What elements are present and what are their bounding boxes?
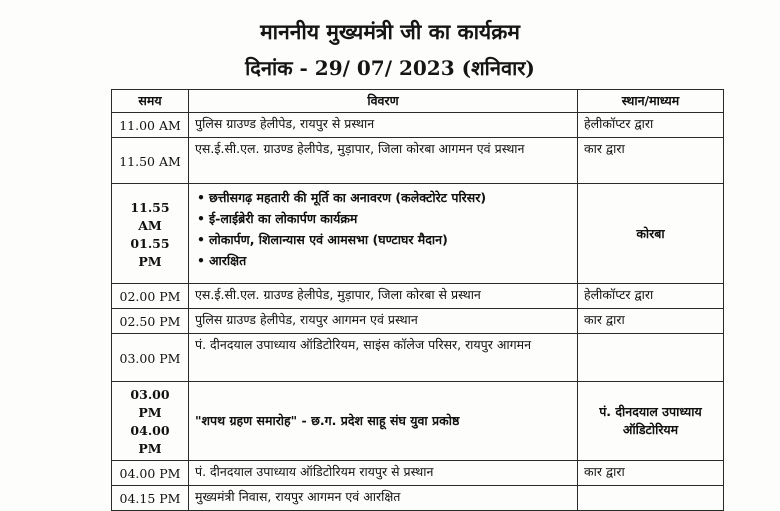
description-cell: एस.ई.सी.एल. ग्राउण्ड हेलीपेड, मुड़ापार, जिला कोरबा से प्रस्थान [189, 284, 578, 309]
time-cell: 11.50 AM [112, 138, 189, 184]
place-cell: कोरबा [578, 184, 724, 284]
table-row [112, 138, 724, 184]
list-item: • ई-लाईब्रेरी का लोकार्पण कार्यक्रम [209, 210, 571, 228]
time-cell: 04.00 PM [112, 461, 189, 486]
time-cell: 02.00 PM [112, 284, 189, 309]
time-end: 01.55 PM [130, 235, 170, 269]
time-cell: 11.00 AM [112, 113, 189, 138]
table-row [112, 461, 724, 486]
place-cell: कार द्वारा [578, 138, 724, 184]
time-cell [112, 382, 189, 461]
table-row [112, 486, 724, 511]
time-cell: 02.50 PM [112, 309, 189, 334]
table-row [112, 284, 724, 309]
time-cell: 03.00 PM [112, 334, 189, 382]
place-cell [578, 486, 724, 511]
description-cell: "शपथ ग्रहण समारोह" - छ.ग. प्रदेश साहू संघ युवा प्रकोष्ठ [189, 382, 578, 461]
time-start: 11.55 AM [130, 199, 170, 233]
description-cell: मुख्यमंत्री निवास, रायपुर आगमन एवं आरक्षित [189, 486, 578, 511]
page-title: माननीय मुख्यमंत्री जी का कार्यक्रम [260, 19, 520, 44]
place-cell: हेलीकॉप्टर द्वारा [578, 284, 724, 309]
description-cell: पं. दीनदयाल उपाध्याय ऑडिटोरियम रायपुर से प्रस्थान [189, 461, 578, 486]
time-cell [112, 184, 189, 284]
list-item: • छत्तीसगढ़ महतारी की मूर्ति का अनावरण (कलेक्टोरेट परिसर) [209, 189, 571, 207]
event-list [195, 189, 571, 270]
time-cell: 04.15 PM [112, 486, 189, 511]
list-item: • लोकार्पण, शिलान्यास एवं आमसभा (घण्टाघर मैदान) [209, 231, 571, 249]
place-cell: कार द्वारा [578, 461, 724, 486]
description-cell: पुलिस ग्राउण्ड हेलीपेड, रायपुर से प्रस्थान [189, 113, 578, 138]
date-line: दिनांक - 29/ 07/ 2023 (शनिवार) [245, 56, 535, 80]
place-cell: कार द्वारा [578, 309, 724, 334]
column-header-place: स्थान/माध्यम [578, 90, 724, 113]
place-cell: हेलीकॉप्टर द्वारा [578, 113, 724, 138]
schedule-table [111, 89, 724, 511]
column-header-description: विवरण [189, 90, 578, 113]
column-header-time: समय [112, 90, 189, 113]
table-row [112, 382, 724, 461]
table-row [112, 309, 724, 334]
description-cell: एस.ई.सी.एल. ग्राउण्ड हेलीपेड, मुड़ापार, जिला कोरबा आगमन एवं प्रस्थान [189, 138, 578, 184]
table-row [112, 334, 724, 382]
list-item: • आरक्षित [209, 252, 571, 270]
description-cell [189, 184, 578, 284]
place-cell [578, 334, 724, 382]
table-row [112, 113, 724, 138]
description-cell: पं. दीनदयाल उपाध्याय ऑडिटोरियम, साइंस कॉलेज परिसर, रायपुर आगमन [189, 334, 578, 382]
place-cell: पं. दीनदयाल उपाध्याय ऑडिटोरियम [578, 382, 724, 461]
time-start: 03.00 PM [130, 387, 170, 420]
description-cell: पुलिस ग्राउण्ड हेलीपेड, रायपुर आगमन एवं प्रस्थान [189, 309, 578, 334]
table-row [112, 184, 724, 284]
time-end: 04.00 PM [130, 423, 170, 456]
table-header-row [112, 90, 724, 113]
